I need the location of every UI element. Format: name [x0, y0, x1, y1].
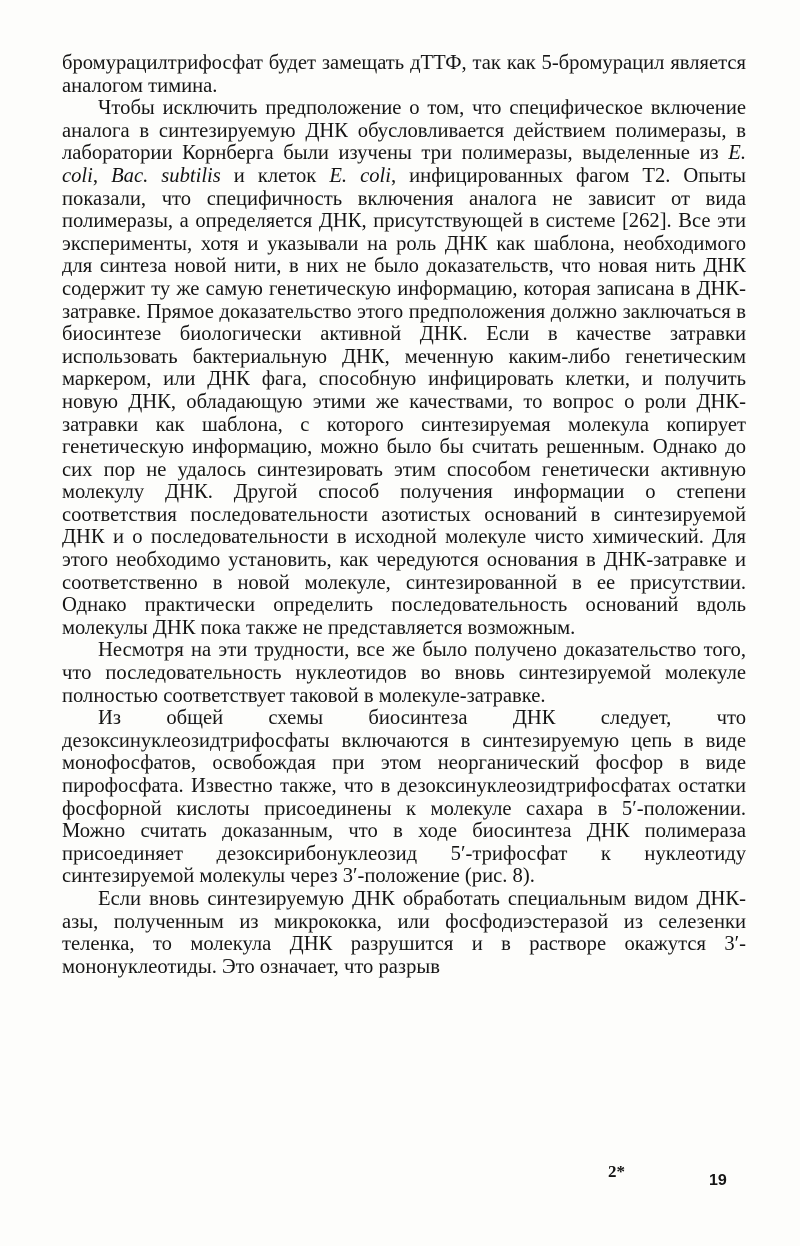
italic-term: E. coli — [62, 142, 746, 187]
italic-term: E. coli — [329, 164, 391, 187]
text-run: и клеток — [220, 164, 330, 187]
paragraph — [62, 888, 746, 978]
text-run: бромурацилтрифосфат будет замещать дТТФ, так как 5-бромурацил является аналогом тимина. — [62, 52, 746, 97]
text-run: , — [92, 164, 112, 187]
text-run: Чтобы исключить предположение о том, что специфическое включение аналога в синтезируемую ДНК обусловливается действием полимеразы, в лаборатории Корнберга были изучены три полимеразы, выделенные из — [62, 97, 746, 165]
paragraph — [62, 52, 746, 97]
paragraph — [62, 97, 746, 639]
paragraph — [62, 707, 746, 888]
text-run: Несмотря на эти трудности, все же было получено доказательство того, что последовательность нуклеотидов во вновь синтезируемой молекуле полностью соответствует таковой в молекуле-затравке. — [62, 639, 746, 707]
italic-term: Bac. subtilis — [111, 164, 221, 187]
text-run: Из общей схемы биосинтеза ДНК следует, что дезоксинуклеозидтрифосфаты включаются в синтезируемую цепь в виде монофосфатов, освобождая при этом неорганический фосфор в виде пирофосфата. Известно также, что в дезоксинуклеозидтрифосфатах остатки фосфорной кислоты присоединены к молекуле сахара в 5′-положении. Можно считать доказанным, что в ходе биосинтеза ДНК полимераза присоединяет дезоксирибонуклеозид 5′-трифосфат к нуклеотиду синтезируемой молекулы через 3′-положение (рис. 8). — [62, 707, 746, 888]
paragraph — [62, 639, 746, 707]
printer-signature-mark: 2* — [608, 1162, 625, 1181]
text-run: Если вновь синтезируемую ДНК обработать специальным видом ДНК-азы, полученным из микрококка, или фосфодиэстеразой из селезенки теленка, то молекула ДНК разрушится и в растворе окажутся 3′-мононуклеотиды. Это означает, что разрыв — [62, 887, 746, 978]
text-run: , инфицированных фагом Т2. Опыты показали, что специфичность включения аналога не зависит от вида полимеразы, а определяется ДНК, присутствующей в системе [262]. Все эти эксперименты, хотя и указывали на роль ДНК как шаблона, необходимого для синтеза новой нити, в них не было доказательств, что новая нить ДНК содержит ту же самую генетическую информацию, которая записана в ДНК-затравке. Прямое доказательство этого предположения должно заключаться в биосинтезе биологически активной ДНК. Если в качестве затравки использовать бактериальную ДНК, меченную каким-либо генетическим маркером, или ДНК фага, способную инфицировать клетки, и получить новую ДНК, обладающую этими же качествами, то вопрос о роли ДНК-затравки как шаблона, с которого синтезируемая молекула копирует генетическую информацию, можно было бы считать решенным. Однако до сих пор не удалось синтезировать этим способом генетически активную молекулу ДНК. Другой способ получения информации о степени соответствия последовательности азотистых оснований в синтезируемой ДНК и о последовательности в исходной молекуле чисто химический. Для этого необходимо установить, как чередуются основания в ДНК-затравке и соответственно в новой молекуле, синтезированной в ее присутствии. Однако практически определить последовательность оснований вдоль молекулы ДНК пока также не представляется возможным. — [62, 164, 746, 639]
page-number: 19 — [709, 1172, 727, 1189]
body-text — [62, 52, 746, 978]
